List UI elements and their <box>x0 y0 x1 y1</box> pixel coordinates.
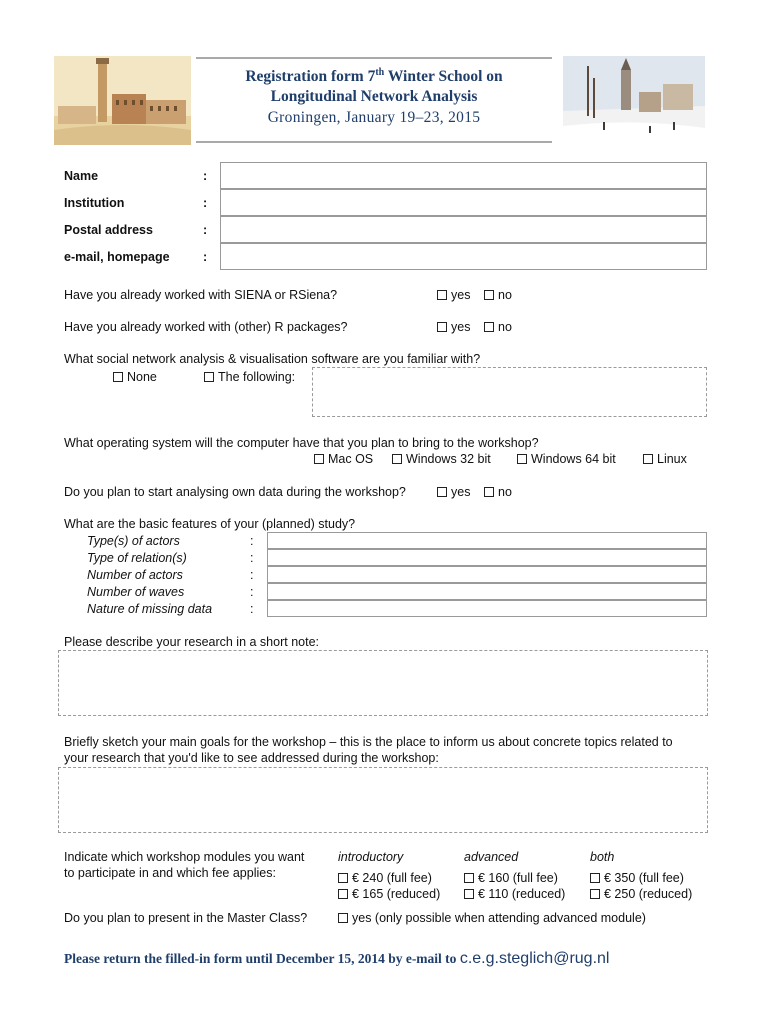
groningen-winter-illustration <box>563 56 705 145</box>
software-question: What social network analysis & visualisation software are you familiar with? <box>64 352 481 366</box>
checkbox-icon[interactable] <box>484 290 494 300</box>
software-following-option[interactable]: The following: <box>204 370 295 384</box>
own-data-no-option[interactable]: no <box>484 485 512 499</box>
research-note-field[interactable] <box>58 650 708 716</box>
goals-question-line2: your research that you'd like to see addressed during the workshop: <box>64 751 439 765</box>
number-of-waves-label: Number of waves <box>87 585 185 599</box>
actors-type-field[interactable] <box>267 532 707 549</box>
advanced-full-fee-option[interactable]: € 160 (full fee) <box>464 871 558 885</box>
number-of-waves-colon: : <box>250 585 254 599</box>
checkbox-icon[interactable] <box>113 372 123 382</box>
missing-data-label: Nature of missing data <box>87 602 213 616</box>
postal-address-colon: : <box>203 223 208 237</box>
checkbox-icon[interactable] <box>437 322 447 332</box>
number-of-waves-field[interactable] <box>267 583 707 600</box>
introductory-reduced-fee-option[interactable]: € 165 (reduced) <box>338 887 440 901</box>
os-linux-option[interactable]: Linux <box>643 452 687 466</box>
advanced-reduced-fee-option[interactable]: € 110 (reduced) <box>464 887 565 901</box>
os-windows32-option[interactable]: Windows 32 bit <box>392 452 491 466</box>
checkbox-icon[interactable] <box>338 913 348 923</box>
missing-data-colon: : <box>250 602 254 616</box>
checkbox-icon[interactable] <box>437 487 447 497</box>
siena-yes-option[interactable]: yes <box>437 288 470 302</box>
form-title-block <box>196 57 552 143</box>
checkbox-icon[interactable] <box>338 889 348 899</box>
module-both-heading: both <box>590 850 615 864</box>
os-question: What operating system will the computer have that you plan to bring to the workshop? <box>64 436 539 450</box>
software-none-option[interactable]: None <box>113 370 157 384</box>
checkbox-icon[interactable] <box>464 889 474 899</box>
os-windows64-option[interactable]: Windows 64 bit <box>517 452 616 466</box>
name-label: Name <box>64 169 99 183</box>
institution-colon: : <box>203 196 208 210</box>
checkbox-icon[interactable] <box>643 454 653 464</box>
checkbox-icon[interactable] <box>437 290 447 300</box>
form-subtitle-location-date: Groningen, January 19–23, 2015 <box>267 109 481 126</box>
postal-address-field[interactable] <box>220 216 707 243</box>
institution-field[interactable] <box>220 189 707 216</box>
checkbox-icon[interactable] <box>484 487 494 497</box>
actors-type-label: Type(s) of actors <box>87 534 180 548</box>
checkbox-icon[interactable] <box>338 873 348 883</box>
return-instructions-text: Please return the filled-in form until December 15, 2014 by e-mail to <box>64 951 460 966</box>
goals-field[interactable] <box>58 767 708 833</box>
own-data-yes-option[interactable]: yes <box>437 485 470 499</box>
master-class-question: Do you plan to present in the Master Class? <box>64 911 308 925</box>
name-field[interactable] <box>220 162 707 189</box>
name-colon: : <box>203 169 208 183</box>
both-reduced-fee-option[interactable]: € 250 (reduced) <box>590 887 692 901</box>
form-title-line1: Registration form 7th Winter School on <box>245 66 503 85</box>
contact-email-link[interactable]: c.e.g.steglich@rug.nl <box>459 950 610 967</box>
email-homepage-colon: : <box>203 250 208 264</box>
return-instructions <box>64 950 609 968</box>
actors-type-colon: : <box>250 534 254 548</box>
institution-label: Institution <box>64 196 125 210</box>
own-data-question: Do you plan to start analysing own data during the workshop? <box>64 485 406 499</box>
module-advanced-heading: advanced <box>464 850 519 864</box>
checkbox-icon[interactable] <box>392 454 402 464</box>
form-title-line2: Longitudinal Network Analysis <box>270 88 478 105</box>
goals-question-line1: Briefly sketch your main goals for the workshop – this is the place to inform us about concrete topics related to <box>64 735 673 749</box>
number-of-actors-field[interactable] <box>267 566 707 583</box>
software-list-field[interactable] <box>312 367 707 417</box>
research-note-question: Please describe your research in a short note: <box>64 635 319 649</box>
master-class-yes-option[interactable]: yes (only possible when attending advanced module) <box>338 911 646 925</box>
relation-type-label: Type of relation(s) <box>87 551 187 565</box>
checkbox-icon[interactable] <box>204 372 214 382</box>
number-of-actors-label: Number of actors <box>87 568 183 582</box>
checkbox-icon[interactable] <box>484 322 494 332</box>
r-packages-question: Have you already worked with (other) R packages? <box>64 320 348 334</box>
checkbox-icon[interactable] <box>590 873 600 883</box>
email-homepage-label: e-mail, homepage <box>64 250 170 264</box>
siena-city-illustration <box>54 56 191 145</box>
r-packages-yes-option[interactable]: yes <box>437 320 470 334</box>
checkbox-icon[interactable] <box>314 454 324 464</box>
checkbox-icon[interactable] <box>517 454 527 464</box>
number-of-actors-colon: : <box>250 568 254 582</box>
siena-question: Have you already worked with SIENA or RSiena? <box>64 288 338 302</box>
both-full-fee-option[interactable]: € 350 (full fee) <box>590 871 684 885</box>
relation-type-field[interactable] <box>267 549 707 566</box>
module-introductory-heading: introductory <box>338 850 404 864</box>
study-features-question: What are the basic features of your (planned) study? <box>64 517 356 531</box>
r-packages-no-option[interactable]: no <box>484 320 512 334</box>
siena-no-option[interactable]: no <box>484 288 512 302</box>
os-macos-option[interactable]: Mac OS <box>314 452 373 466</box>
modules-question-line1: Indicate which workshop modules you want <box>64 850 305 864</box>
email-homepage-field[interactable] <box>220 243 707 270</box>
postal-address-label: Postal address <box>64 223 153 237</box>
relation-type-colon: : <box>250 551 254 565</box>
checkbox-icon[interactable] <box>464 873 474 883</box>
missing-data-field[interactable] <box>267 600 707 617</box>
introductory-full-fee-option[interactable]: € 240 (full fee) <box>338 871 432 885</box>
modules-question-line2: to participate in and which fee applies: <box>64 866 276 880</box>
checkbox-icon[interactable] <box>590 889 600 899</box>
